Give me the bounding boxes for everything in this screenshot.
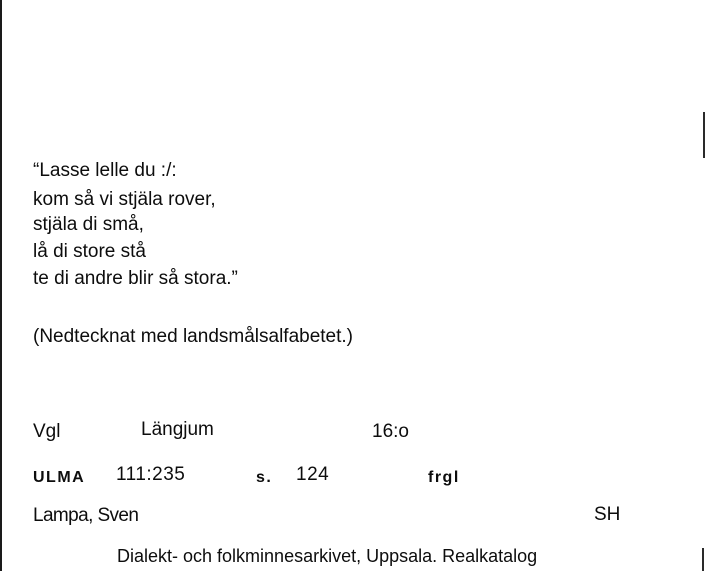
poem-line-4: lå di store stå [33, 241, 146, 262]
parish-name: Längjum [141, 419, 214, 440]
poem-line-3: stjäla di små, [33, 214, 144, 235]
page-number: 124 [296, 464, 330, 485]
poem-line-5: te di andre blir så stora.” [33, 268, 238, 289]
archive-number: 111:235 [116, 464, 186, 485]
page-label: s. [256, 469, 273, 486]
poem-line-1: “Lasse lelle du :/: [33, 160, 177, 181]
poem-line-2: kom så vi stjäla rover, [33, 189, 216, 210]
category-code: frgl [428, 469, 460, 486]
classification-code: 16:o [372, 421, 409, 442]
archive-footer: Dialekt- och folkminnesarkivet, Uppsala. Realkatalog [117, 546, 538, 566]
province-code: Vgl [33, 421, 61, 442]
card-right-border-lower [702, 548, 704, 571]
initials: SH [594, 504, 621, 525]
archive-label: ULMA [33, 469, 86, 486]
transcription-note: (Nedtecknat med landsmålsalfabetet.) [33, 326, 353, 347]
card-right-border-mark [703, 112, 705, 158]
card-left-border [0, 0, 2, 571]
collector-name: Lampa, Sven [33, 505, 139, 526]
